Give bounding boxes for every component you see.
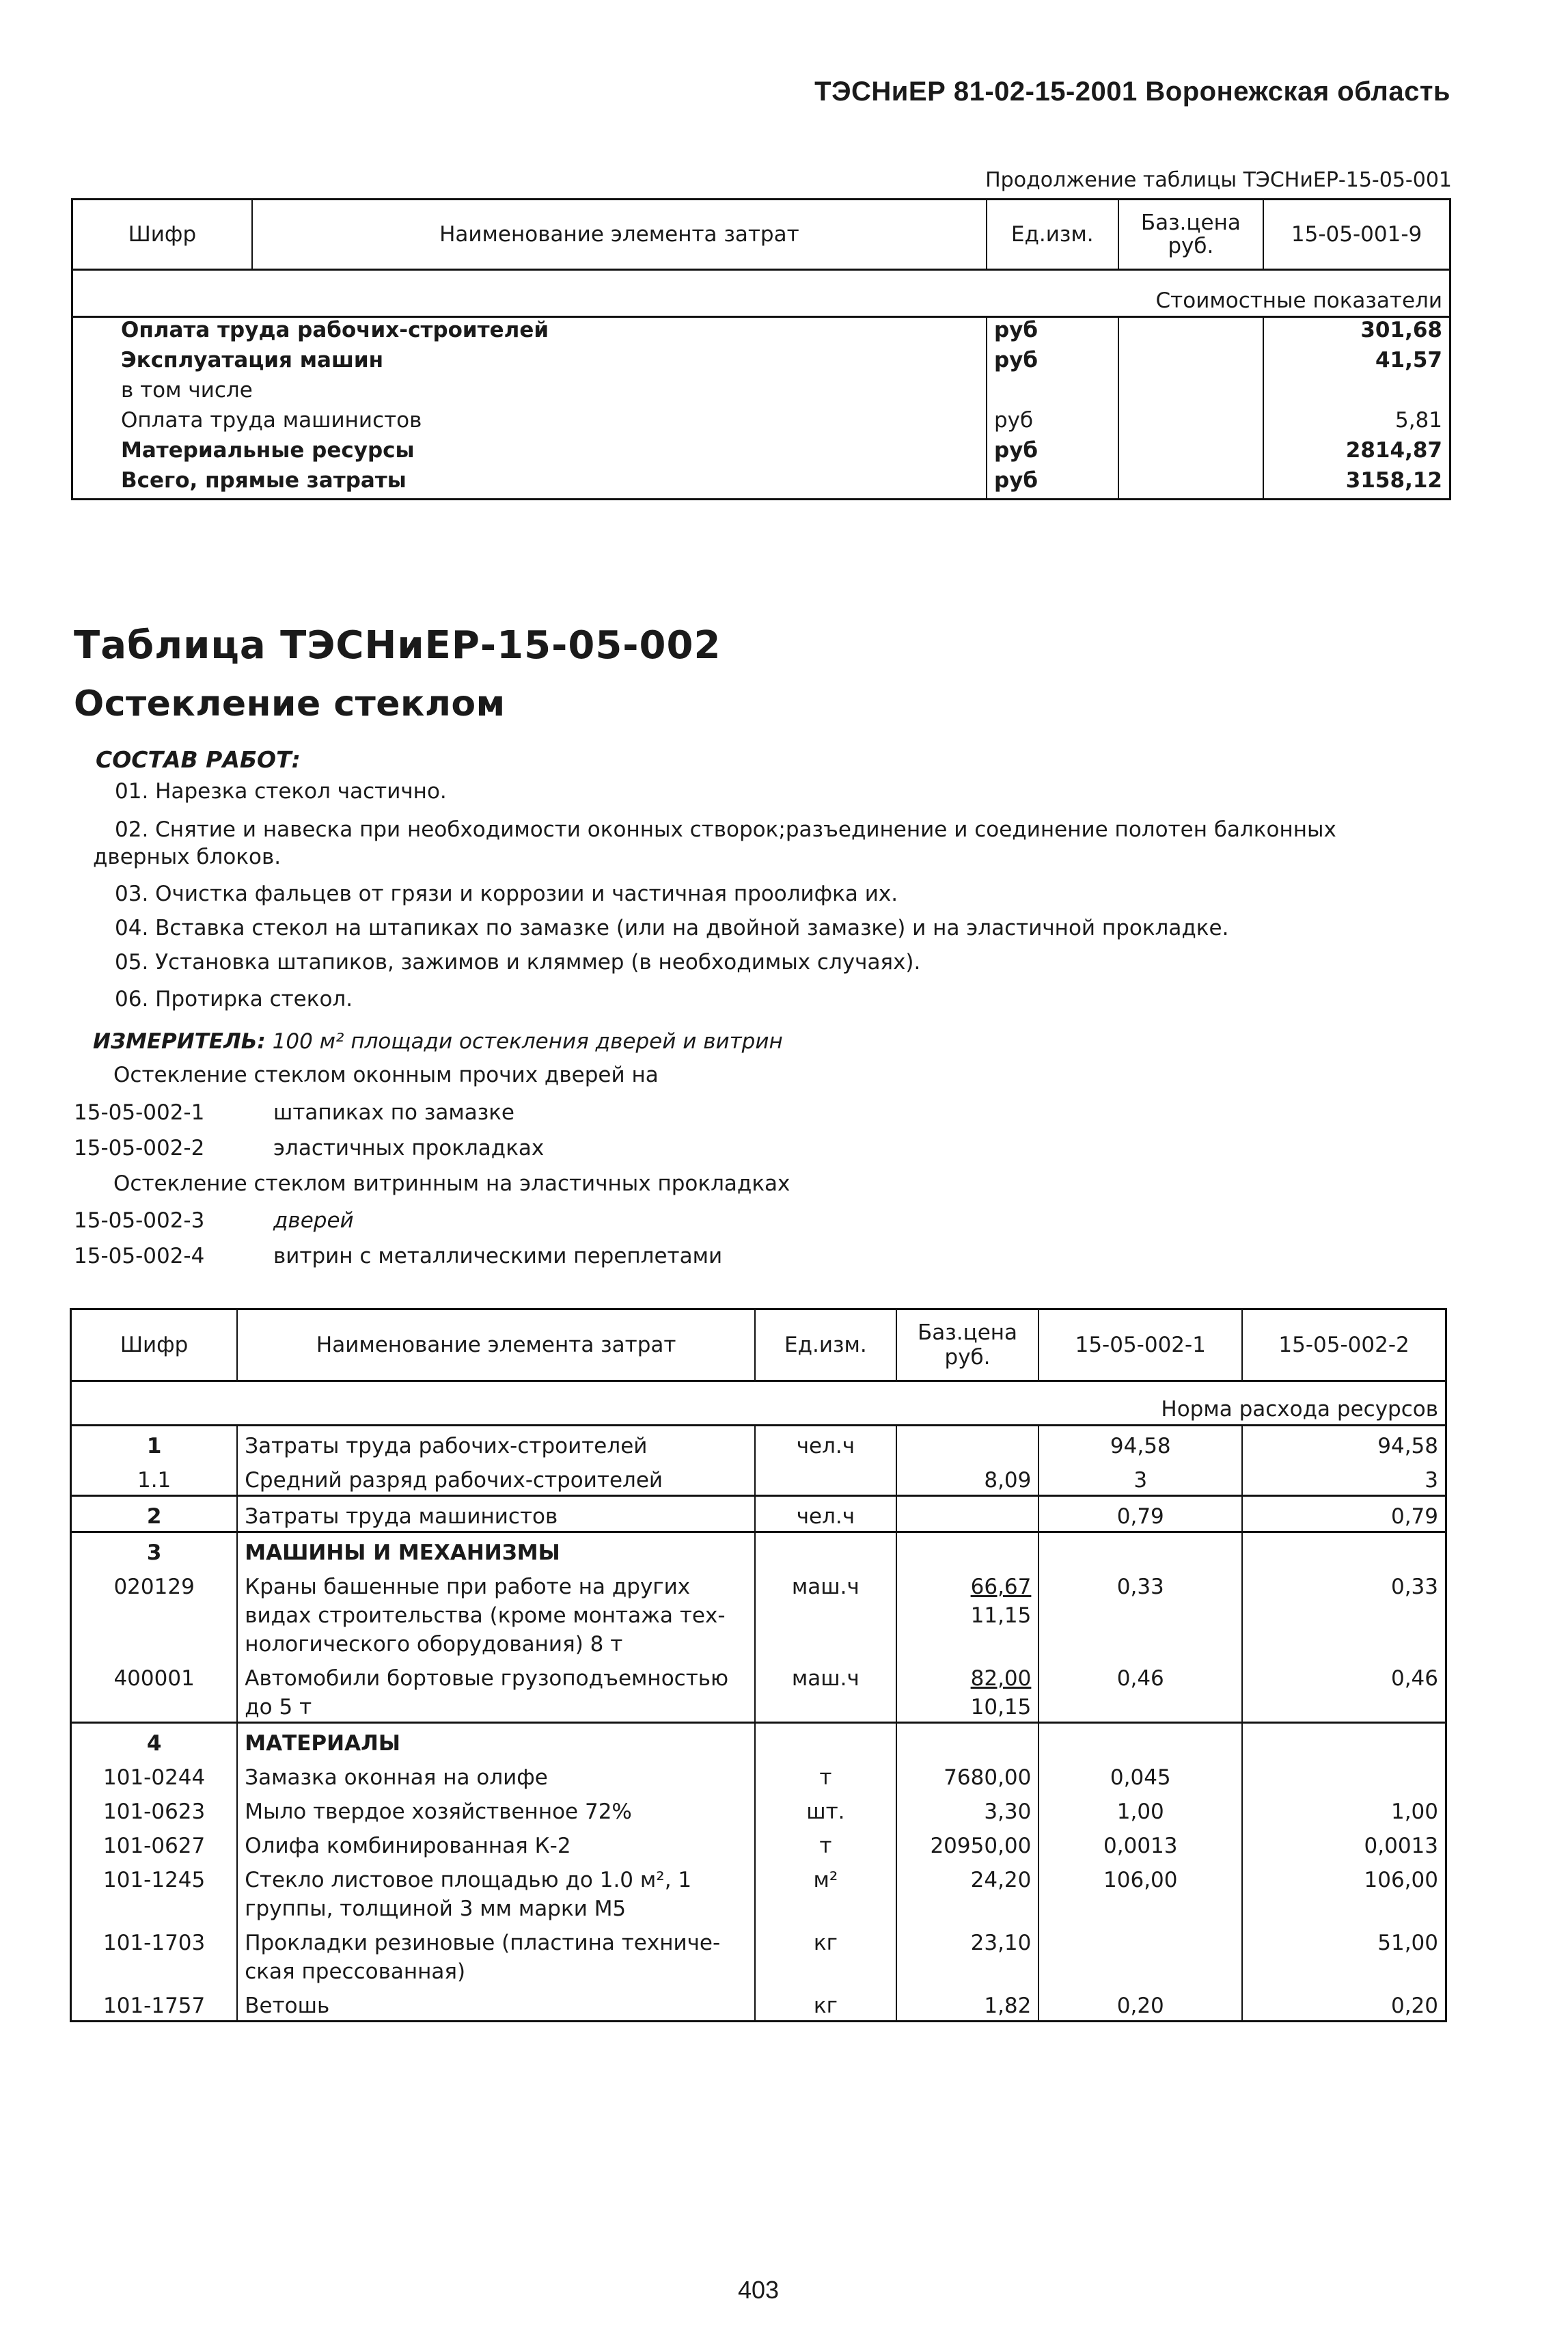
cell-unit: т (755, 1826, 896, 1860)
table-subheader: Норма расхода ресурсов (71, 1381, 1446, 1426)
cell-name: Эксплуатация машин (72, 348, 987, 378)
column-header-code: Шифр (71, 1309, 238, 1381)
measure-label: ИЗМЕРИТЕЛЬ: (93, 1029, 266, 1054)
cell-price (1118, 468, 1264, 500)
table-title: Таблица ТЭСНиЕР-15-05-002 (74, 623, 721, 668)
cell-value-1: 0,045 (1039, 1758, 1242, 1792)
cell-value-2: 106,00 (1242, 1860, 1446, 1923)
cell-value-1: 0,20 (1039, 1986, 1242, 2022)
price-total: 82,00 (970, 1666, 1032, 1691)
cell-name: Средний разряд рабочих-строителей (237, 1460, 755, 1496)
table-continuation-caption: Продолжение таблицы ТЭСНиЕР-15-05-001 (985, 168, 1452, 192)
cell-price (1118, 438, 1264, 468)
cell-price (896, 1496, 1039, 1532)
cell-name: Автомобили бортовые грузоподъемностью до 5 т (237, 1659, 755, 1723)
cell-name: Затраты труда машинистов (237, 1496, 755, 1532)
cell-price: 24,20 (896, 1860, 1039, 1923)
running-header: ТЭСНиЕР 81-02-15-2001 Воронежская область (814, 77, 1450, 107)
cell-code: 101-1757 (71, 1986, 238, 2022)
cell-value-1: 0,0013 (1039, 1826, 1242, 1860)
table-subtitle: Остекление стеклом (74, 683, 506, 724)
table-row (71, 1426, 1446, 1461)
table-row (71, 1532, 1446, 1568)
cell-name: Оплата труда машинистов (72, 408, 987, 438)
table-row (72, 468, 1450, 500)
cell-value-2: 0,46 (1242, 1659, 1446, 1723)
column-header-rate-2: 15-05-002-2 (1242, 1309, 1446, 1381)
cell-name: Всего, прямые затраты (72, 468, 987, 500)
table-row (71, 1460, 1446, 1496)
cell-code: 1.1 (71, 1460, 238, 1496)
column-header-base-price: Баз.цена руб. (1118, 200, 1264, 270)
page-number: 403 (738, 2276, 780, 2304)
table-row (71, 1758, 1446, 1792)
cell-unit: чел.ч (755, 1496, 896, 1532)
cell-value-2 (1242, 1532, 1446, 1568)
measure-text: 100 м² площади остекления дверей и витрин (272, 1029, 783, 1054)
table-row (71, 1860, 1446, 1923)
table-row (72, 408, 1450, 438)
cell-name: Затраты труда рабочих-строителей (237, 1426, 755, 1461)
cell-code: 1 (71, 1426, 238, 1461)
cell-code: 020129 (71, 1567, 238, 1659)
cell-price: 1,82 (896, 1986, 1039, 2022)
cell-value (1263, 378, 1450, 408)
cell-name: Оплата труда рабочих-строителей (72, 317, 987, 349)
table-subheader: Стоимостные показатели (72, 270, 1450, 317)
cell-name: МАТЕРИАЛЫ (237, 1723, 755, 1758)
cell-code: 101-1703 (71, 1923, 238, 1986)
table-row (72, 438, 1450, 468)
cell-value-1 (1039, 1532, 1242, 1568)
cell-value-1 (1039, 1723, 1242, 1758)
cell-price (896, 1723, 1039, 1758)
cell-value-1: 1,00 (1039, 1792, 1242, 1826)
table-row (71, 1567, 1446, 1659)
cell-value: 41,57 (1263, 348, 1450, 378)
column-header-rate-1: 15-05-002-1 (1039, 1309, 1242, 1381)
cell-unit: руб (987, 317, 1118, 349)
column-header-unit: Ед.изм. (987, 200, 1118, 270)
cell-value: 301,68 (1263, 317, 1450, 349)
work-item: 01. Нарезка стекол частично. (115, 779, 447, 804)
cell-code: 101-0244 (71, 1758, 238, 1792)
cell-price: 23,10 (896, 1923, 1039, 1986)
cell-price (896, 1659, 1039, 1723)
cell-price (1118, 348, 1264, 378)
cell-code: 101-0623 (71, 1792, 238, 1826)
cell-value-2: 3 (1242, 1460, 1446, 1496)
cell-price: 8,09 (896, 1460, 1039, 1496)
table-row (72, 348, 1450, 378)
column-header-unit: Ед.изм. (755, 1309, 896, 1381)
cell-price: 3,30 (896, 1792, 1039, 1826)
price-total: 66,67 (970, 1575, 1032, 1599)
rate-name: витрин с металлическими переплетами (273, 1244, 723, 1268)
rate-name: дверей (273, 1208, 354, 1233)
column-header-base-price: Баз.цена руб. (896, 1309, 1039, 1381)
cell-unit: кг (755, 1923, 896, 1986)
cell-name: Стекло листовое площадью до 1.0 м², 1 группы, толщиной 3 мм марки М5 (237, 1860, 755, 1923)
cell-value: 5,81 (1263, 408, 1450, 438)
cell-price (896, 1567, 1039, 1659)
cell-name: Замазка оконная на олифе (237, 1758, 755, 1792)
cell-unit: маш.ч (755, 1567, 896, 1659)
cell-value-2: 0,20 (1242, 1986, 1446, 2022)
rate-code: 15-05-002-3 (74, 1208, 205, 1233)
cell-name: Краны башенные при работе на других видах строительства (кроме монтажа тех- нологического оборудования) 8 т (237, 1567, 755, 1659)
cell-unit: т (755, 1758, 896, 1792)
cell-unit: кг (755, 1986, 896, 2022)
cell-value-2: 0,79 (1242, 1496, 1446, 1532)
cell-unit: м² (755, 1860, 896, 1923)
work-item: 03. Очистка фальцев от грязи и коррозии и частичная проолифка их. (115, 882, 898, 906)
cell-unit (987, 378, 1118, 408)
cell-code: 2 (71, 1496, 238, 1532)
table-row (71, 1923, 1446, 1986)
column-header-code: Шифр (72, 200, 252, 270)
cell-value-2: 51,00 (1242, 1923, 1446, 1986)
cell-price (1118, 317, 1264, 349)
cell-code: 4 (71, 1723, 238, 1758)
resource-norms-table (70, 1308, 1447, 2022)
work-item-continuation: дверных блоков. (93, 845, 281, 869)
cell-unit: руб (987, 468, 1118, 500)
cell-value-1: 94,58 (1039, 1426, 1242, 1461)
cell-unit: руб (987, 438, 1118, 468)
cell-value: 2814,87 (1263, 438, 1450, 468)
table-row (71, 1659, 1446, 1723)
cell-price: 7680,00 (896, 1758, 1039, 1792)
cell-code: 3 (71, 1532, 238, 1568)
cell-unit: шт. (755, 1792, 896, 1826)
cell-value-2: 1,00 (1242, 1792, 1446, 1826)
cell-value: 3158,12 (1263, 468, 1450, 500)
rate-code: 15-05-002-4 (74, 1244, 205, 1268)
cell-value-1: 3 (1039, 1460, 1242, 1496)
cell-price (896, 1532, 1039, 1568)
cell-value-1: 0,46 (1039, 1659, 1242, 1723)
cell-name: Мыло твердое хозяйственное 72% (237, 1792, 755, 1826)
cell-value-2 (1242, 1758, 1446, 1792)
cell-code: 400001 (71, 1659, 238, 1723)
cell-value-2 (1242, 1723, 1446, 1758)
table-row (71, 1986, 1446, 2022)
cell-price (1118, 378, 1264, 408)
column-header-name: Наименование элемента затрат (252, 200, 987, 270)
cell-unit (755, 1532, 896, 1568)
cell-price (1118, 408, 1264, 438)
cell-name: МАШИНЫ И МЕХАНИЗМЫ (237, 1532, 755, 1568)
cell-name: Материальные ресурсы (72, 438, 987, 468)
price-labor: 11,15 (970, 1603, 1032, 1628)
column-header-rate-code: 15-05-001-9 (1263, 200, 1450, 270)
table-row (71, 1496, 1446, 1532)
rate-code: 15-05-002-1 (74, 1100, 205, 1125)
rate-code: 15-05-002-2 (74, 1136, 205, 1160)
cell-value-1: 0,79 (1039, 1496, 1242, 1532)
cell-value-2: 0,33 (1242, 1567, 1446, 1659)
group-heading: Остекление стеклом витринным на эластичных прокладках (113, 1171, 790, 1196)
cell-value-1: 106,00 (1039, 1860, 1242, 1923)
rate-name: штапиках по замазке (273, 1100, 514, 1125)
cell-name: Прокладки резиновые (пластина техниче- ская прессованная) (237, 1923, 755, 1986)
cell-value-1: 0,33 (1039, 1567, 1242, 1659)
cell-unit (755, 1460, 896, 1496)
cell-unit: маш.ч (755, 1659, 896, 1723)
group-heading: Остекление стеклом оконным прочих дверей на (113, 1063, 659, 1087)
table-row (71, 1826, 1446, 1860)
cell-value-2: 94,58 (1242, 1426, 1446, 1461)
cell-name: Олифа комбинированная К-2 (237, 1826, 755, 1860)
works-section-label: СОСТАВ РАБОТ: (96, 746, 301, 773)
table-row (72, 317, 1450, 349)
cell-value-1 (1039, 1923, 1242, 1986)
table-row (71, 1723, 1446, 1758)
cost-indicators-table (71, 198, 1451, 500)
cell-code: 101-1245 (71, 1860, 238, 1923)
measure-line (93, 1029, 783, 1054)
cell-unit: руб (987, 408, 1118, 438)
column-header-name: Наименование элемента затрат (237, 1309, 755, 1381)
cell-unit: чел.ч (755, 1426, 896, 1461)
cell-name: в том числе (72, 378, 987, 408)
work-item: 05. Установка штапиков, зажимов и кляммер (в необходимых случаях). (115, 950, 921, 975)
cell-unit: руб (987, 348, 1118, 378)
table-row (72, 378, 1450, 408)
price-labor: 10,15 (970, 1695, 1032, 1719)
cell-code: 101-0627 (71, 1826, 238, 1860)
cell-name: Ветошь (237, 1986, 755, 2022)
table-row (71, 1792, 1446, 1826)
cell-price (896, 1426, 1039, 1461)
cell-unit (755, 1723, 896, 1758)
cell-value-2: 0,0013 (1242, 1826, 1446, 1860)
work-item: 06. Протирка стекол. (115, 987, 353, 1011)
work-item: 04. Вставка стекол на штапиках по замазке (или на двойной замазке) и на эластичной прокладке. (115, 916, 1229, 940)
rate-name: эластичных прокладках (273, 1136, 545, 1160)
cell-price: 20950,00 (896, 1826, 1039, 1860)
work-item: 02. Снятие и навеска при необходимости оконных створок;разъединение и соединение полотен балконных (115, 817, 1336, 842)
